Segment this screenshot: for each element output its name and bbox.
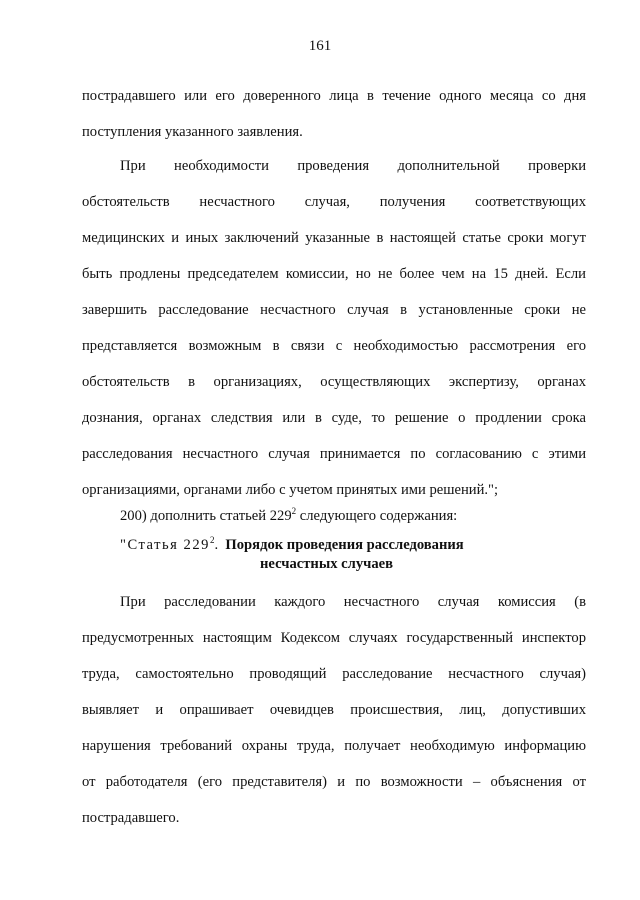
text-line: представляется возможным в связи с необходимостью рассмотрения его — [82, 338, 586, 354]
superscript: 2 — [291, 506, 297, 517]
amendment-text: 200) дополнить статьей 229 — [120, 508, 292, 524]
superscript: 2 — [209, 535, 215, 546]
text-line: При расследовании каждого несчастного случая комиссия (в — [120, 594, 586, 610]
text-line: обстоятельств в организациях, осуществляющих экспертизу, органах — [82, 374, 586, 390]
paragraph-investigation — [82, 584, 586, 836]
text-line: нарушения требований охраны труда, получает необходимую информацию — [82, 738, 586, 754]
article-number: "Статья 229 — [120, 537, 210, 553]
text-line: При необходимости проведения дополнительной проверки — [120, 158, 586, 174]
text-line: поступления указанного заявления. — [82, 124, 303, 140]
paragraph-amendment — [82, 498, 586, 534]
text-line: расследования несчастного случая принимается по согласованию с этими — [82, 446, 586, 462]
article-number-dot: . — [214, 537, 219, 553]
text-line: пострадавшего или его доверенного лица в течение одного месяца со дня — [82, 88, 586, 104]
paragraph-continuation — [82, 78, 586, 150]
text-line: организациями, органами либо с учетом принятых ими решений."; — [82, 482, 499, 498]
article-title-line2: несчастных случаев — [260, 556, 394, 572]
text-line: быть продлены председателем комиссии, но не более чем на 15 дней. Если — [82, 266, 586, 282]
text-line: труда, самостоятельно проводящий расследование несчастного случая) — [82, 666, 586, 682]
text-line: медицинских и иных заключений указанные в настоящей статье сроки могут — [82, 230, 586, 246]
text-line: дознания, органах следствия или в суде, то решение о продлении срока — [82, 410, 586, 426]
text-line: от работодателя (его представителя) и по возможности – объяснения от — [82, 774, 586, 790]
text-line: обстоятельств несчастного случая, получения соответствующих — [82, 194, 586, 210]
text-line: пострадавшего. — [82, 810, 180, 826]
text-line: предусмотренных настоящим Кодексом случаях государственный инспектор — [82, 630, 586, 646]
paragraph-extension-of-terms — [82, 148, 586, 508]
page-number: 161 — [308, 38, 332, 54]
article-title: Порядок проведения расследования — [225, 537, 464, 553]
text-line: выявляет и опрашивает очевидцев происшествия, лиц, допустивших — [82, 702, 586, 718]
text-line: завершить расследование несчастного случая в установленные сроки не — [82, 302, 586, 318]
article-heading — [120, 536, 464, 574]
text-line — [82, 498, 586, 534]
amendment-text: следующего содержания: — [296, 508, 458, 524]
